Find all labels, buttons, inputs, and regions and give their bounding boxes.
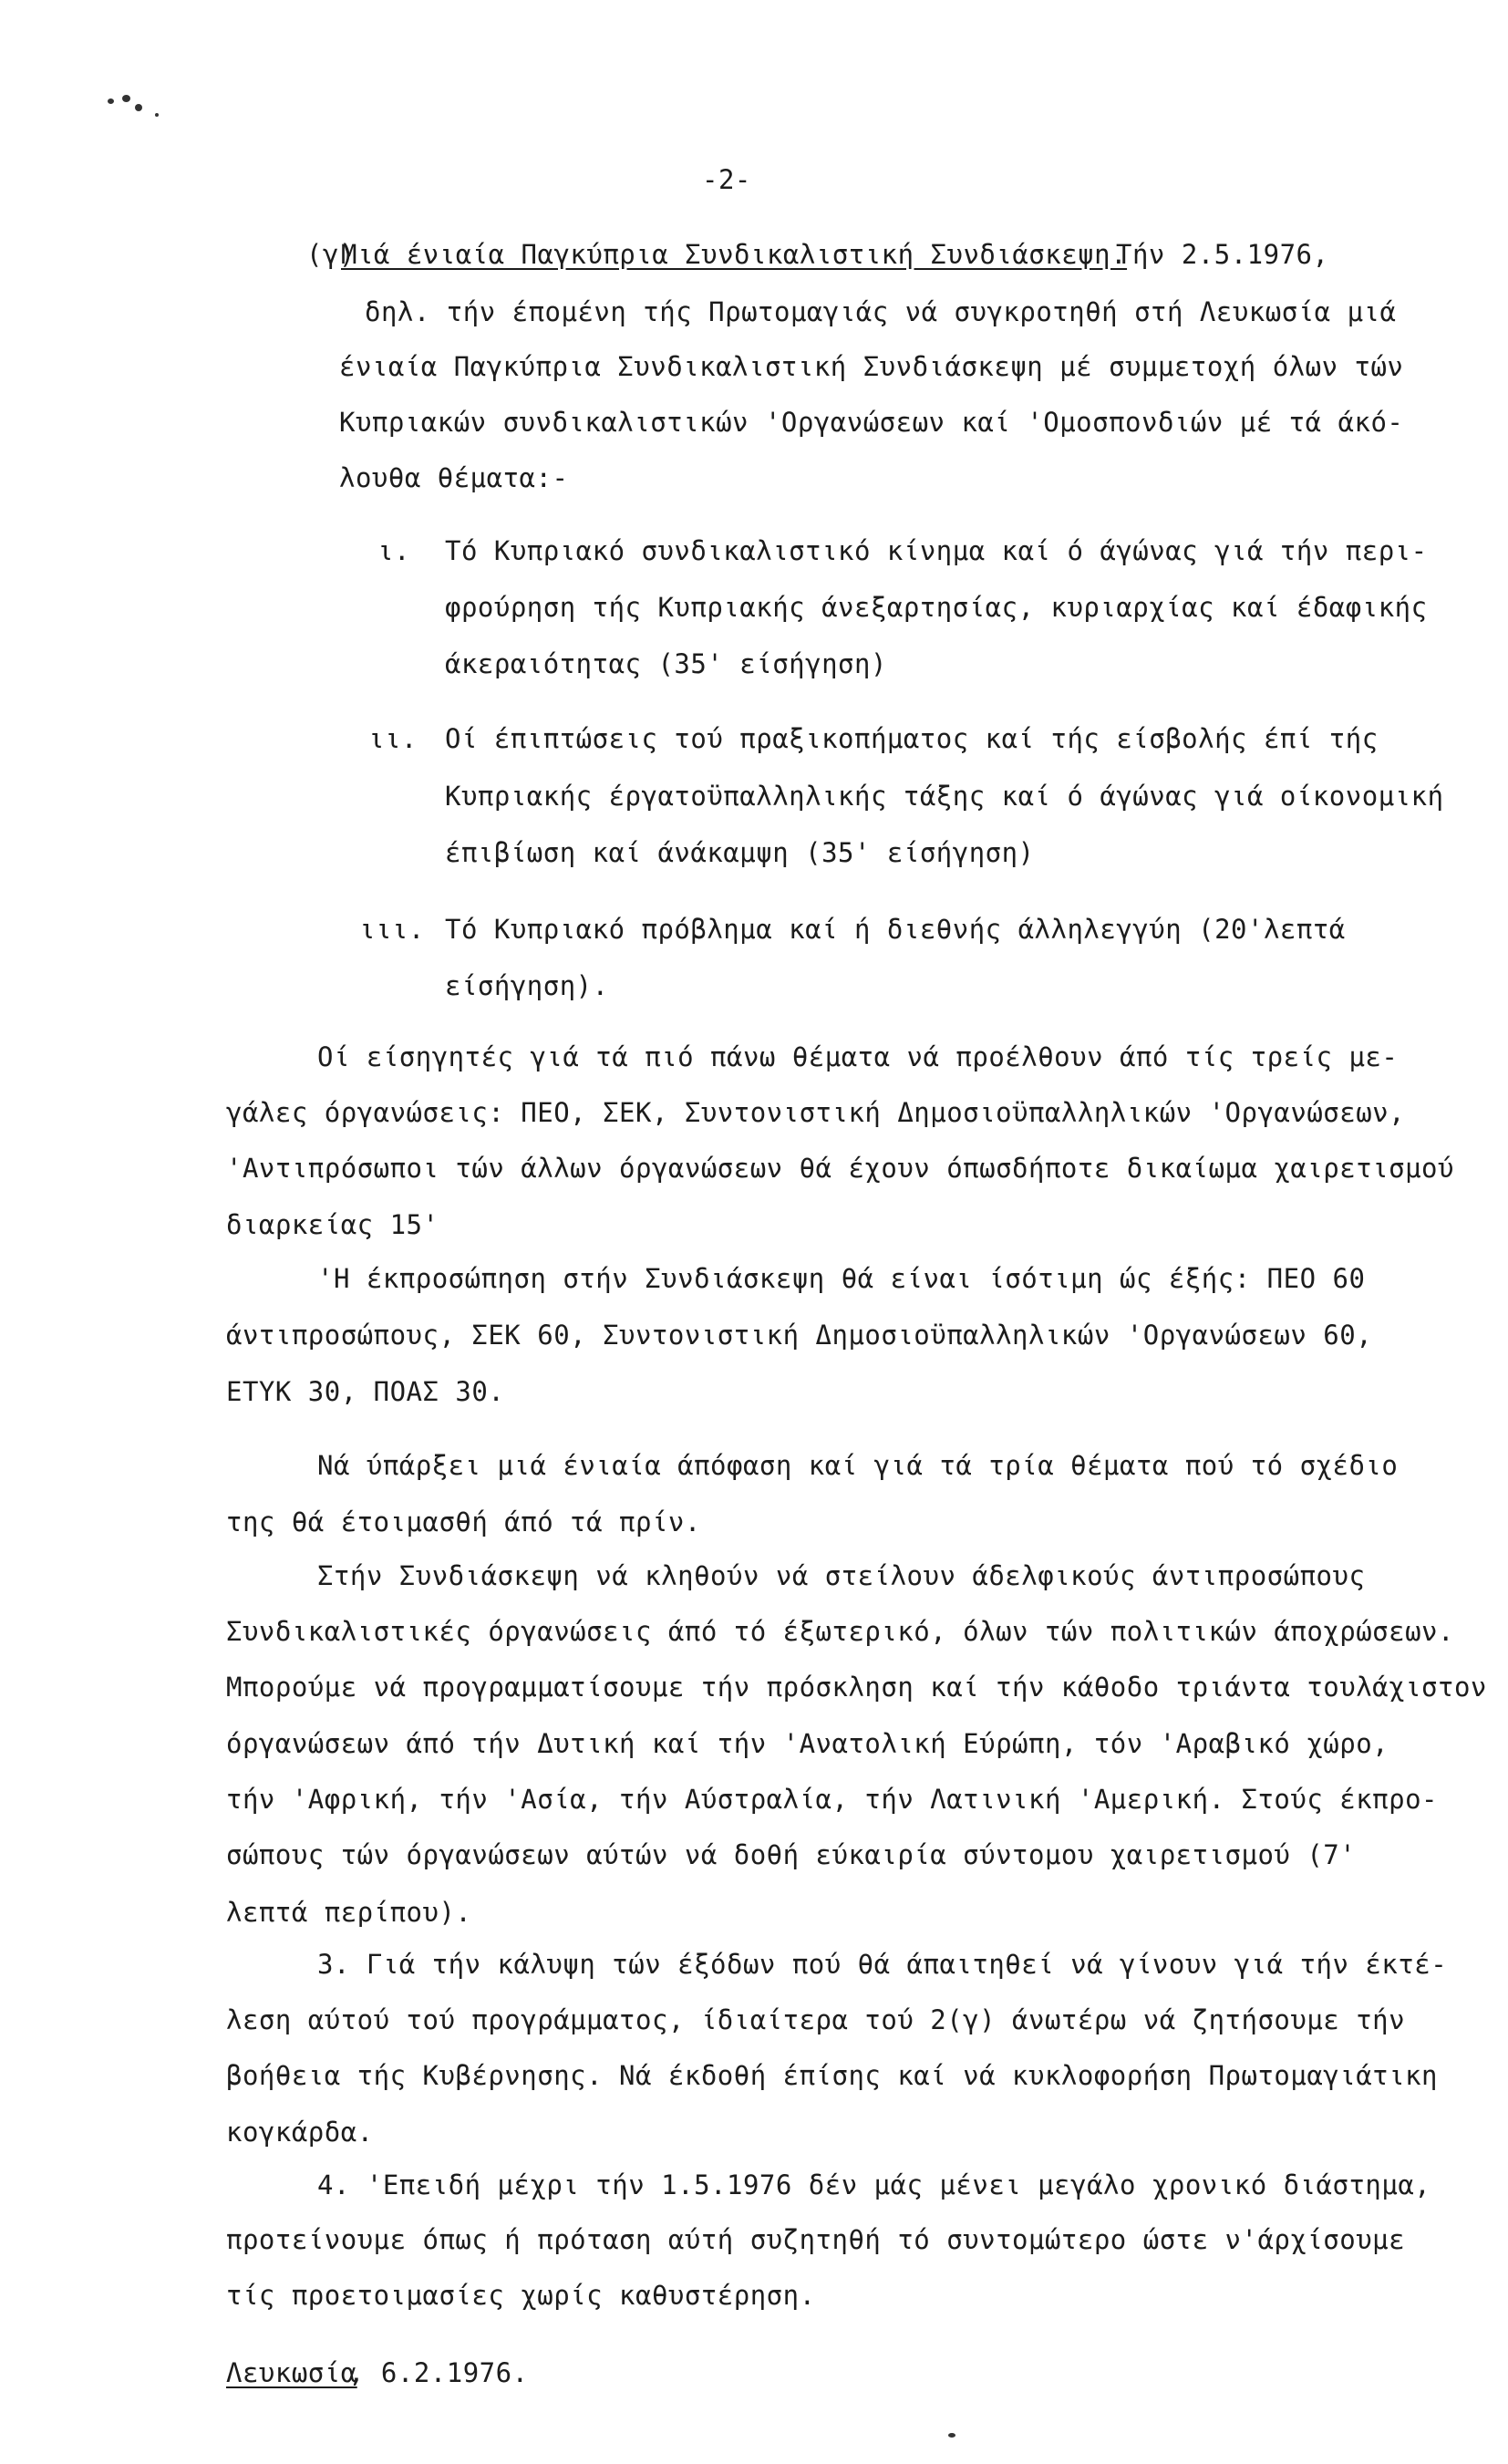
topic-line: έπιβίωση καί άνάκαμψη (35' είσήγηση) xyxy=(445,837,1035,868)
paragraph-line: όργανώσεων άπό τήν Δυτική καί τήν 'Ανατολική Εύρώπη, τόν 'Αραβικό χώρο, xyxy=(226,1728,1389,1759)
paragraph-line: ΕΤΥΚ 30, ΠΟΑΣ 30. xyxy=(226,1376,505,1407)
topic-line: Τό Κυπριακό πρόβλημα καί ή διεθνής άλληλεγγύη (20'λεπτά xyxy=(445,914,1346,945)
scan-speck xyxy=(108,98,114,104)
paragraph-line: Μπορούμε νά προγραμματίσουμε τήν πρόσκληση καί τήν κάθοδο τριάντα τουλάχιστον xyxy=(226,1672,1487,1703)
paragraph-line: γάλες όργανώσεις: ΠΕΟ, ΣΕΚ, Συντονιστική Δημοσιοϋπαλληλικών 'Οργανώσεων, xyxy=(226,1097,1406,1128)
topic-line: Τό Κυπριακό συνδικαλιστικό κίνημα καί ό άγώνας γιά τήν περι- xyxy=(445,535,1428,566)
scan-speck xyxy=(948,2433,955,2438)
text-line: λουθα θέματα:- xyxy=(339,462,569,493)
topic-number: ιι. xyxy=(368,723,418,754)
topic-line: είσήγηση). xyxy=(445,970,609,1001)
paragraph-line: σώπους τών όργανώσεων αύτών νά δοθή εύκαιρία σύντομου χαιρετισμού (7' xyxy=(226,1839,1357,1870)
topic-line: φρούρηση τής Κυπριακής άνεξαρτησίας, κυριαρχίας καί έδαφικής xyxy=(445,592,1428,623)
paragraph-line: λεση αύτού τού προγράμματος, ίδιαίτερα τού 2(γ) άνωτέρω νά ζητήσουμε τήν xyxy=(226,2004,1406,2035)
paragraph-line: διαρκείας 15' xyxy=(226,1209,439,1240)
paragraph-line: Συνδικαλιστικές όργανώσεις άπό τό έξωτερικό, όλων τών πολιτικών άποχρώσεων. xyxy=(226,1616,1454,1647)
text-line: ένιαία Παγκύπρια Συνδικαλιστική Συνδιάσκεψη μέ συμμετοχή όλων τών xyxy=(339,351,1404,382)
scan-speck xyxy=(155,113,159,117)
section-title: Μιά ένιαία Παγκύπρια Συνδικαλιστική Συνδιάσκεψη. xyxy=(341,239,1128,270)
paragraph-line: τήν 'Αφρική, τήν 'Ασία, τήν Αύστραλία, τήν Λατινική 'Αμερική. Στούς έκπρο- xyxy=(226,1784,1439,1815)
paragraph-line: κογκάρδα. xyxy=(226,2117,374,2148)
paragraph-line: Νά ύπάρξει μιά ένιαία άπόφαση καί γιά τά τρία θέματα πού τό σχέδιο xyxy=(317,1450,1399,1481)
text-line: Κυπριακών συνδικαλιστικών 'Οργανώσεων καί 'Ομοσπονδιών μέ τά άκό- xyxy=(339,407,1404,438)
topic-number: ι. xyxy=(377,535,410,566)
paragraph-line: τίς προετοιμασίες χωρίς καθυστέρηση. xyxy=(226,2280,816,2311)
paragraph-line: προτείνουμε όπως ή πρόταση αύτή συζητηθή τό συντομώτερο ώστε ν'άρχίσουμε xyxy=(226,2224,1406,2255)
signoff-place: Λευκωσία xyxy=(226,2357,357,2388)
paragraph-line: Στήν Συνδιάσκεψη νά κληθούν νά στείλουν άδελφικούς άντιπροσώπους xyxy=(317,1560,1366,1591)
paragraph-line: Οί είσηγητές γιά τά πιό πάνω θέματα νά προέλθουν άπό τίς τρείς με- xyxy=(317,1041,1399,1072)
paragraph-line: της θά έτοιμασθή άπό τά πρίν. xyxy=(226,1506,701,1537)
text-line: Τήν 2.5.1976, xyxy=(1116,239,1329,270)
paragraph-line: 3. Γιά τήν κάλυψη τών έξόδων πού θά άπαιτηθεί νά γίνουν γιά τήν έκτέ- xyxy=(317,1949,1448,1980)
text-line: δηλ. τήν έπομένη τής Πρωτομαγιάς νά συγκροτηθή στή Λευκωσία μιά xyxy=(365,296,1397,327)
signoff-date: , 6.2.1976. xyxy=(348,2357,529,2388)
topic-line: Οί έπιπτώσεις τού πραξικοπήματος καί τής είσβολής έπί τής xyxy=(445,723,1379,754)
page-number: -2- xyxy=(702,164,751,195)
paragraph-line: 'Αντιπρόσωποι τών άλλων όργανώσεων θά έχουν όπωσδήποτε δικαίωμα χαιρετισμού xyxy=(226,1153,1454,1184)
paragraph-line: λεπτά περίπου). xyxy=(226,1897,472,1928)
paragraph-line: βοήθεια τής Κυβέρνησης. Νά έκδοθή έπίσης καί νά κυκλοφορήση Πρωτομαγιάτικη xyxy=(226,2060,1439,2091)
section-marker: (γ) xyxy=(306,239,356,270)
paragraph-line: άντιπροσώπους, ΣΕΚ 60, Συντονιστική Δημοσιοϋπαλληλικών 'Οργανώσεων 60, xyxy=(226,1320,1373,1351)
paragraph-line: 'Η έκπροσώπηση στήν Συνδιάσκεψη θά είναι ίσότιμη ώς έξής: ΠΕΟ 60 xyxy=(317,1263,1366,1294)
scan-speck xyxy=(135,104,142,111)
topic-number: ιιι. xyxy=(359,914,425,945)
topic-line: άκεραιότητας (35' είσήγηση) xyxy=(445,648,887,679)
paragraph-line: 4. 'Επειδή μέχρι τήν 1.5.1976 δέν μάς μένει μεγάλο χρονικό διάστημα, xyxy=(317,2169,1431,2200)
scan-speck xyxy=(122,95,130,102)
topic-line: Κυπριακής έργατοϋπαλληλικής τάξης καί ό άγώνας γιά οίκονομική xyxy=(445,781,1444,812)
